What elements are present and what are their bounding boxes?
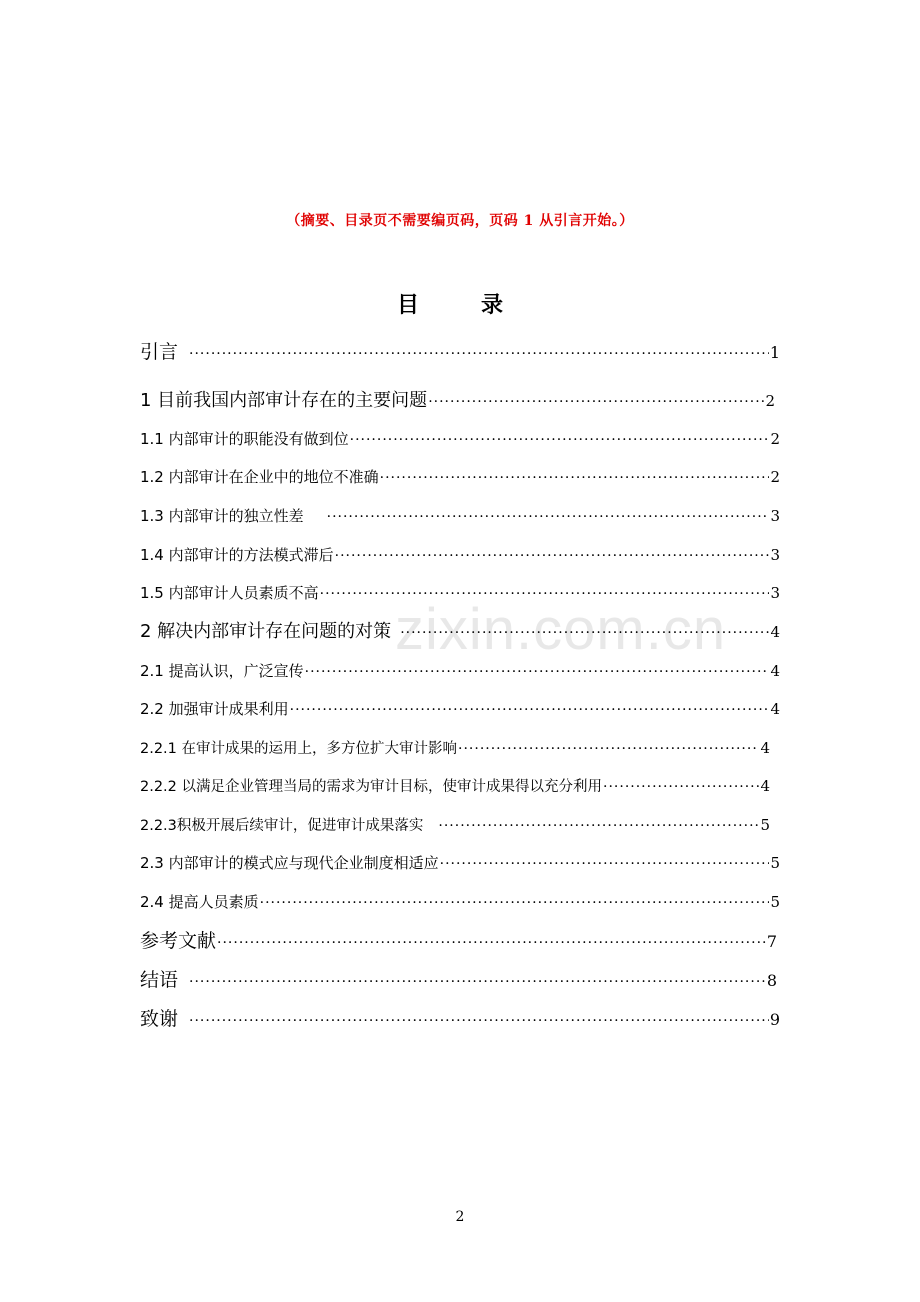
toc-entry-2-1[interactable] (140, 664, 780, 679)
toc-entry-label: 致谢 (140, 1008, 179, 1030)
dot-leader (305, 665, 770, 679)
toc-entry-label: 结语 (140, 969, 179, 991)
toc-entry-label: 1.4 内部审计的方法模式滞后 (140, 546, 334, 564)
toc-entry-label: 1.1 内部审计的职能没有做到位 (140, 430, 349, 448)
toc-entry-page: 4 (760, 739, 770, 757)
dot-leader (438, 819, 759, 833)
toc-entry-page: 5 (770, 854, 780, 872)
toc-entry-page: 2 (770, 468, 780, 486)
toc-entry-conclusion[interactable] (140, 971, 777, 990)
toc-entry-label: 1.5 内部审计人员素质不高 (140, 584, 319, 602)
toc-entry-page: 4 (770, 662, 780, 680)
toc-entry-2-2[interactable] (140, 702, 780, 717)
dot-leader (400, 626, 769, 640)
toc-entry-chapter-2[interactable] (140, 623, 780, 641)
toc-entry-page: 4 (770, 700, 780, 718)
page-number: 2 (455, 1209, 465, 1225)
dot-leader (189, 975, 766, 989)
dot-leader (217, 936, 766, 950)
toc-entry-1-2[interactable] (140, 470, 780, 485)
toc-entry-label: 2 解决内部审计存在问题的对策 (140, 621, 392, 642)
pagination-note: （摘要、目录页不需要编页码，页码 1 从引言开始。） (286, 213, 634, 229)
dot-leader (327, 510, 770, 524)
toc-title: 目 录 (396, 292, 523, 318)
toc-entry-label: 1 目前我国内部审计存在的主要问题 (140, 390, 428, 411)
toc-entry-page: 4 (760, 777, 770, 795)
dot-leader (335, 549, 770, 563)
dot-leader (458, 742, 759, 756)
dot-leader (320, 587, 770, 601)
toc-entry-2-4[interactable] (140, 895, 780, 910)
toc-entry-1-5[interactable] (140, 586, 780, 601)
toc-entry-label: 2.2.1 在审计成果的运用上，多方位扩大审计影响 (140, 741, 458, 757)
toc-entry-label: 2.2.2 以满足企业管理当局的需求为审计目标，使审计成果得以充分利用 (140, 779, 603, 795)
dot-leader (189, 347, 769, 361)
toc-entry-1-1[interactable] (140, 432, 780, 447)
toc-entry-label: 2.3 内部审计的模式应与现代企业制度相适应 (140, 854, 439, 872)
dot-leader (350, 433, 770, 447)
toc-entry-label: 1.2 内部审计在企业中的地位不准确 (140, 468, 379, 486)
dot-leader (260, 896, 770, 910)
toc-entry-page: 8 (766, 971, 777, 990)
dot-leader (380, 471, 770, 485)
toc-entry-chapter-1[interactable] (140, 392, 775, 410)
toc-entry-1-3[interactable] (140, 509, 780, 524)
dot-leader (603, 780, 759, 794)
toc-entry-label: 2.2.3积极开展后续审计，促进审计成果落实 (140, 818, 424, 834)
toc-entry-page: 3 (770, 507, 780, 525)
toc-entry-page: 3 (770, 546, 780, 564)
toc-entry-page: 1 (769, 343, 780, 362)
dot-leader (290, 703, 770, 717)
toc-entry-label: 参考文献 (140, 930, 217, 952)
toc-entry-page: 2 (770, 430, 780, 448)
toc-entry-references[interactable] (140, 932, 777, 951)
toc-entry-label: 2.1 提高认识，广泛宣传 (140, 662, 304, 680)
toc-entry-label: 2.4 提高人员素质 (140, 893, 259, 911)
toc-entry-introduction[interactable] (140, 343, 780, 362)
toc-entry-page: 5 (770, 893, 780, 911)
toc-entry-label: 2.2 加强审计成果利用 (140, 700, 289, 718)
toc-entry-2-3[interactable] (140, 856, 780, 871)
toc-entry-page: 4 (770, 623, 780, 641)
dot-leader (440, 857, 770, 871)
toc-entry-label: 引言 (140, 341, 179, 363)
dot-leader (189, 1014, 769, 1028)
toc-entry-page: 7 (766, 932, 777, 951)
dot-leader (428, 395, 764, 409)
toc-entry-page: 3 (770, 584, 780, 602)
toc-entry-label: 1.3 内部审计的独立性差 (140, 507, 304, 525)
toc-entry-2-2-1[interactable] (140, 741, 770, 757)
toc-entry-page: 9 (769, 1010, 780, 1029)
toc-entry-2-2-3[interactable] (140, 818, 770, 834)
toc-entry-acknowledgements[interactable] (140, 1010, 780, 1029)
toc-entry-page: 2 (765, 392, 775, 410)
toc-entry-2-2-2[interactable] (140, 779, 770, 795)
toc-entry-page: 5 (760, 816, 770, 834)
watermark: zixin.com.cn (395, 597, 727, 662)
toc-entry-1-4[interactable] (140, 548, 780, 563)
